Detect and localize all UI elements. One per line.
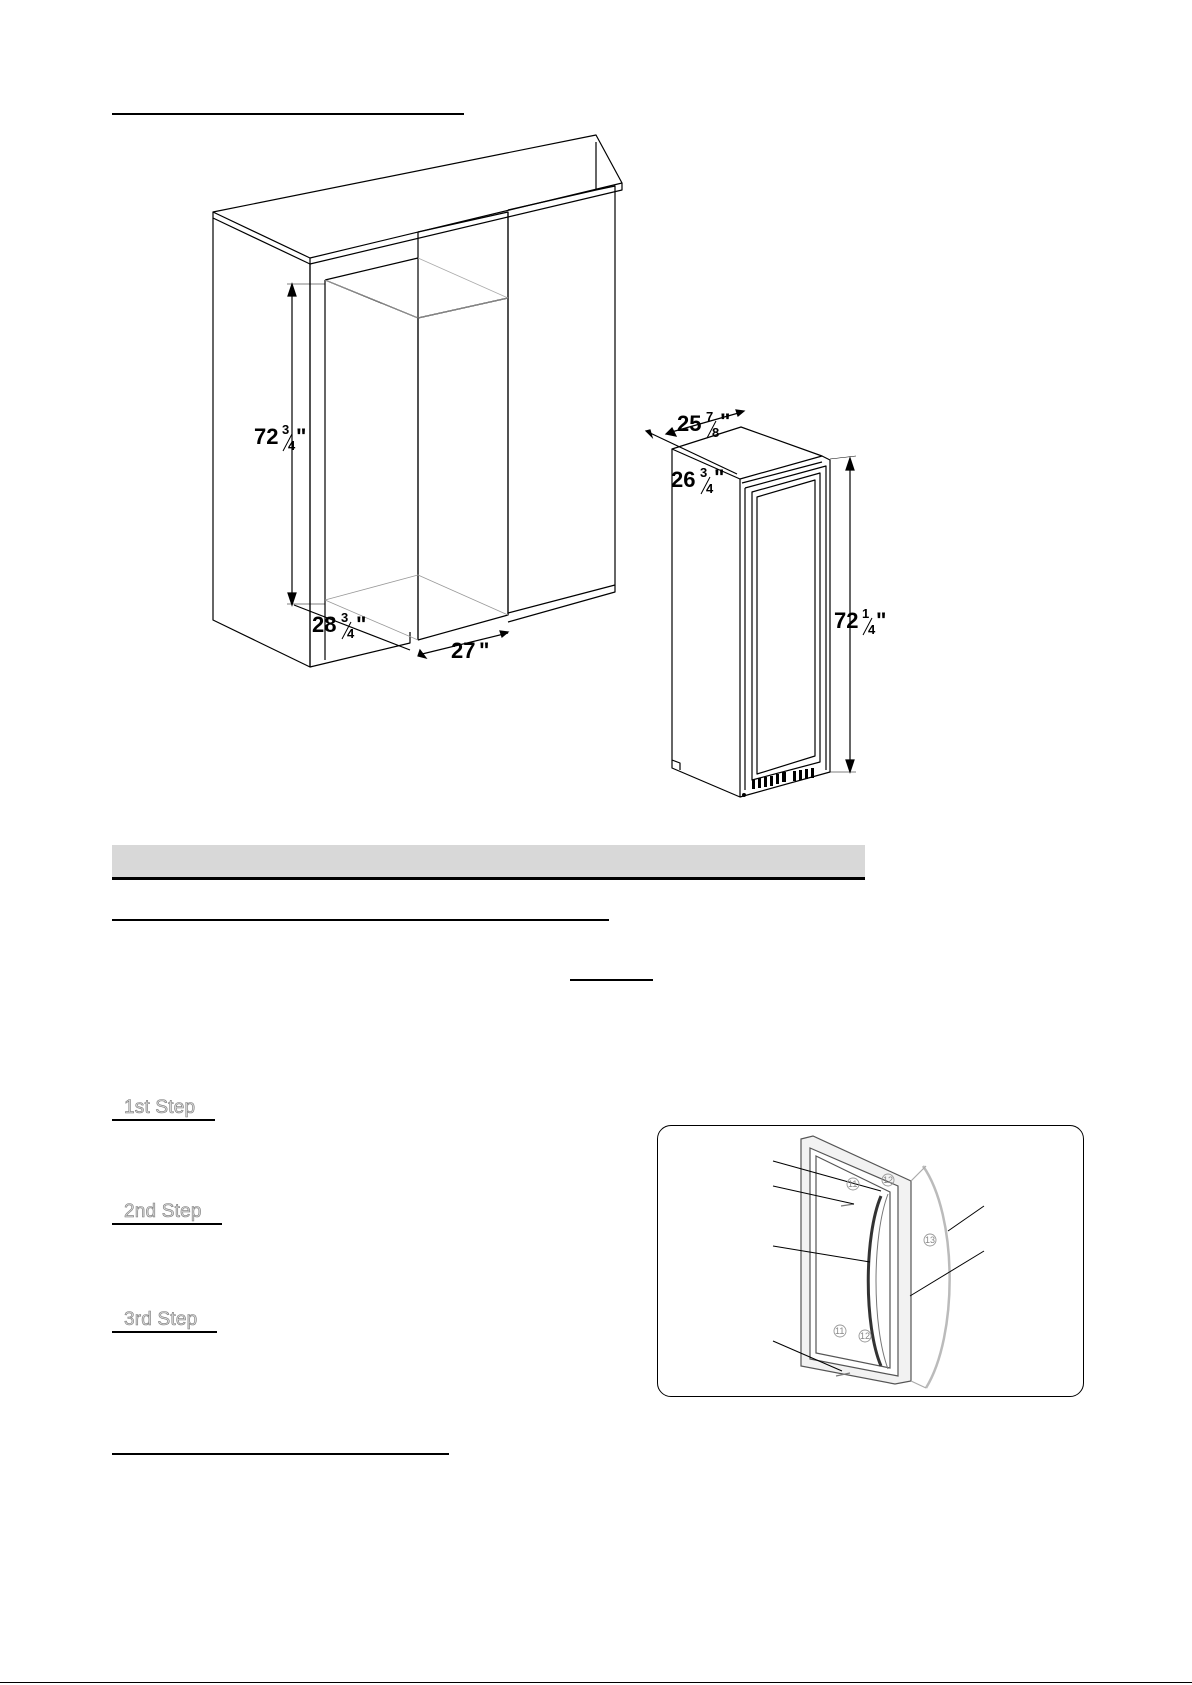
- unit-width-num: 7: [706, 409, 714, 424]
- cooler-grille: [742, 768, 814, 797]
- door-exploded-diagram: [658, 1126, 1083, 1396]
- wine-cooler: [672, 427, 830, 797]
- unit-depth-whole: 26: [671, 467, 696, 492]
- cabinet-width-whole: 27: [451, 638, 476, 663]
- step-2-label: 2nd Step: [112, 1202, 222, 1225]
- part-number-12-bottom: 12: [860, 1331, 871, 1341]
- unit-height-whole: 72: [834, 608, 859, 633]
- section-heading-rule-3: [570, 979, 653, 981]
- part-number-12-top: 12: [883, 1175, 894, 1185]
- step-3-label: 3rd Step: [112, 1310, 217, 1333]
- unit-depth-unit: ": [714, 465, 725, 490]
- unit-height-num: 1: [862, 606, 870, 621]
- section-heading-rule-2: [112, 919, 609, 921]
- part-number-13: 13: [925, 1235, 936, 1245]
- unit-depth-num: 3: [700, 465, 708, 480]
- cabinet-width-unit: ": [479, 638, 490, 663]
- cabinet-depth-den: 4: [347, 626, 355, 641]
- cabinet-opening: [325, 258, 418, 640]
- section-heading-rule-4: [112, 1453, 449, 1455]
- unit-height-den: 4: [868, 622, 876, 637]
- cabinet-depth-num: 3: [341, 610, 349, 625]
- door-diagram-panel: [657, 1125, 1084, 1397]
- cabinet-height-unit: ": [296, 424, 307, 449]
- cabinet-height-num: 3: [282, 422, 290, 437]
- step-1-label: 1st Step: [112, 1098, 215, 1121]
- unit-width-den: 8: [712, 425, 720, 440]
- unit-height-unit: ": [876, 608, 887, 633]
- installation-dimensions-diagram: [0, 0, 1192, 820]
- unit-width-unit: ": [720, 409, 731, 434]
- section-title-bar: [112, 845, 865, 880]
- cabinet-depth-whole: 28: [312, 612, 337, 637]
- cabinet-height-whole: 72: [254, 424, 279, 449]
- cabinet-depth-unit: ": [356, 612, 367, 637]
- page-footer-rule: [0, 1682, 1192, 1683]
- part-number-11-top: 11: [848, 1179, 858, 1189]
- unit-width-whole: 25: [677, 411, 702, 436]
- part-number-11-bottom: 11: [835, 1326, 845, 1336]
- unit-depth-den: 4: [706, 481, 714, 496]
- cabinet-height-den: 4: [288, 438, 296, 453]
